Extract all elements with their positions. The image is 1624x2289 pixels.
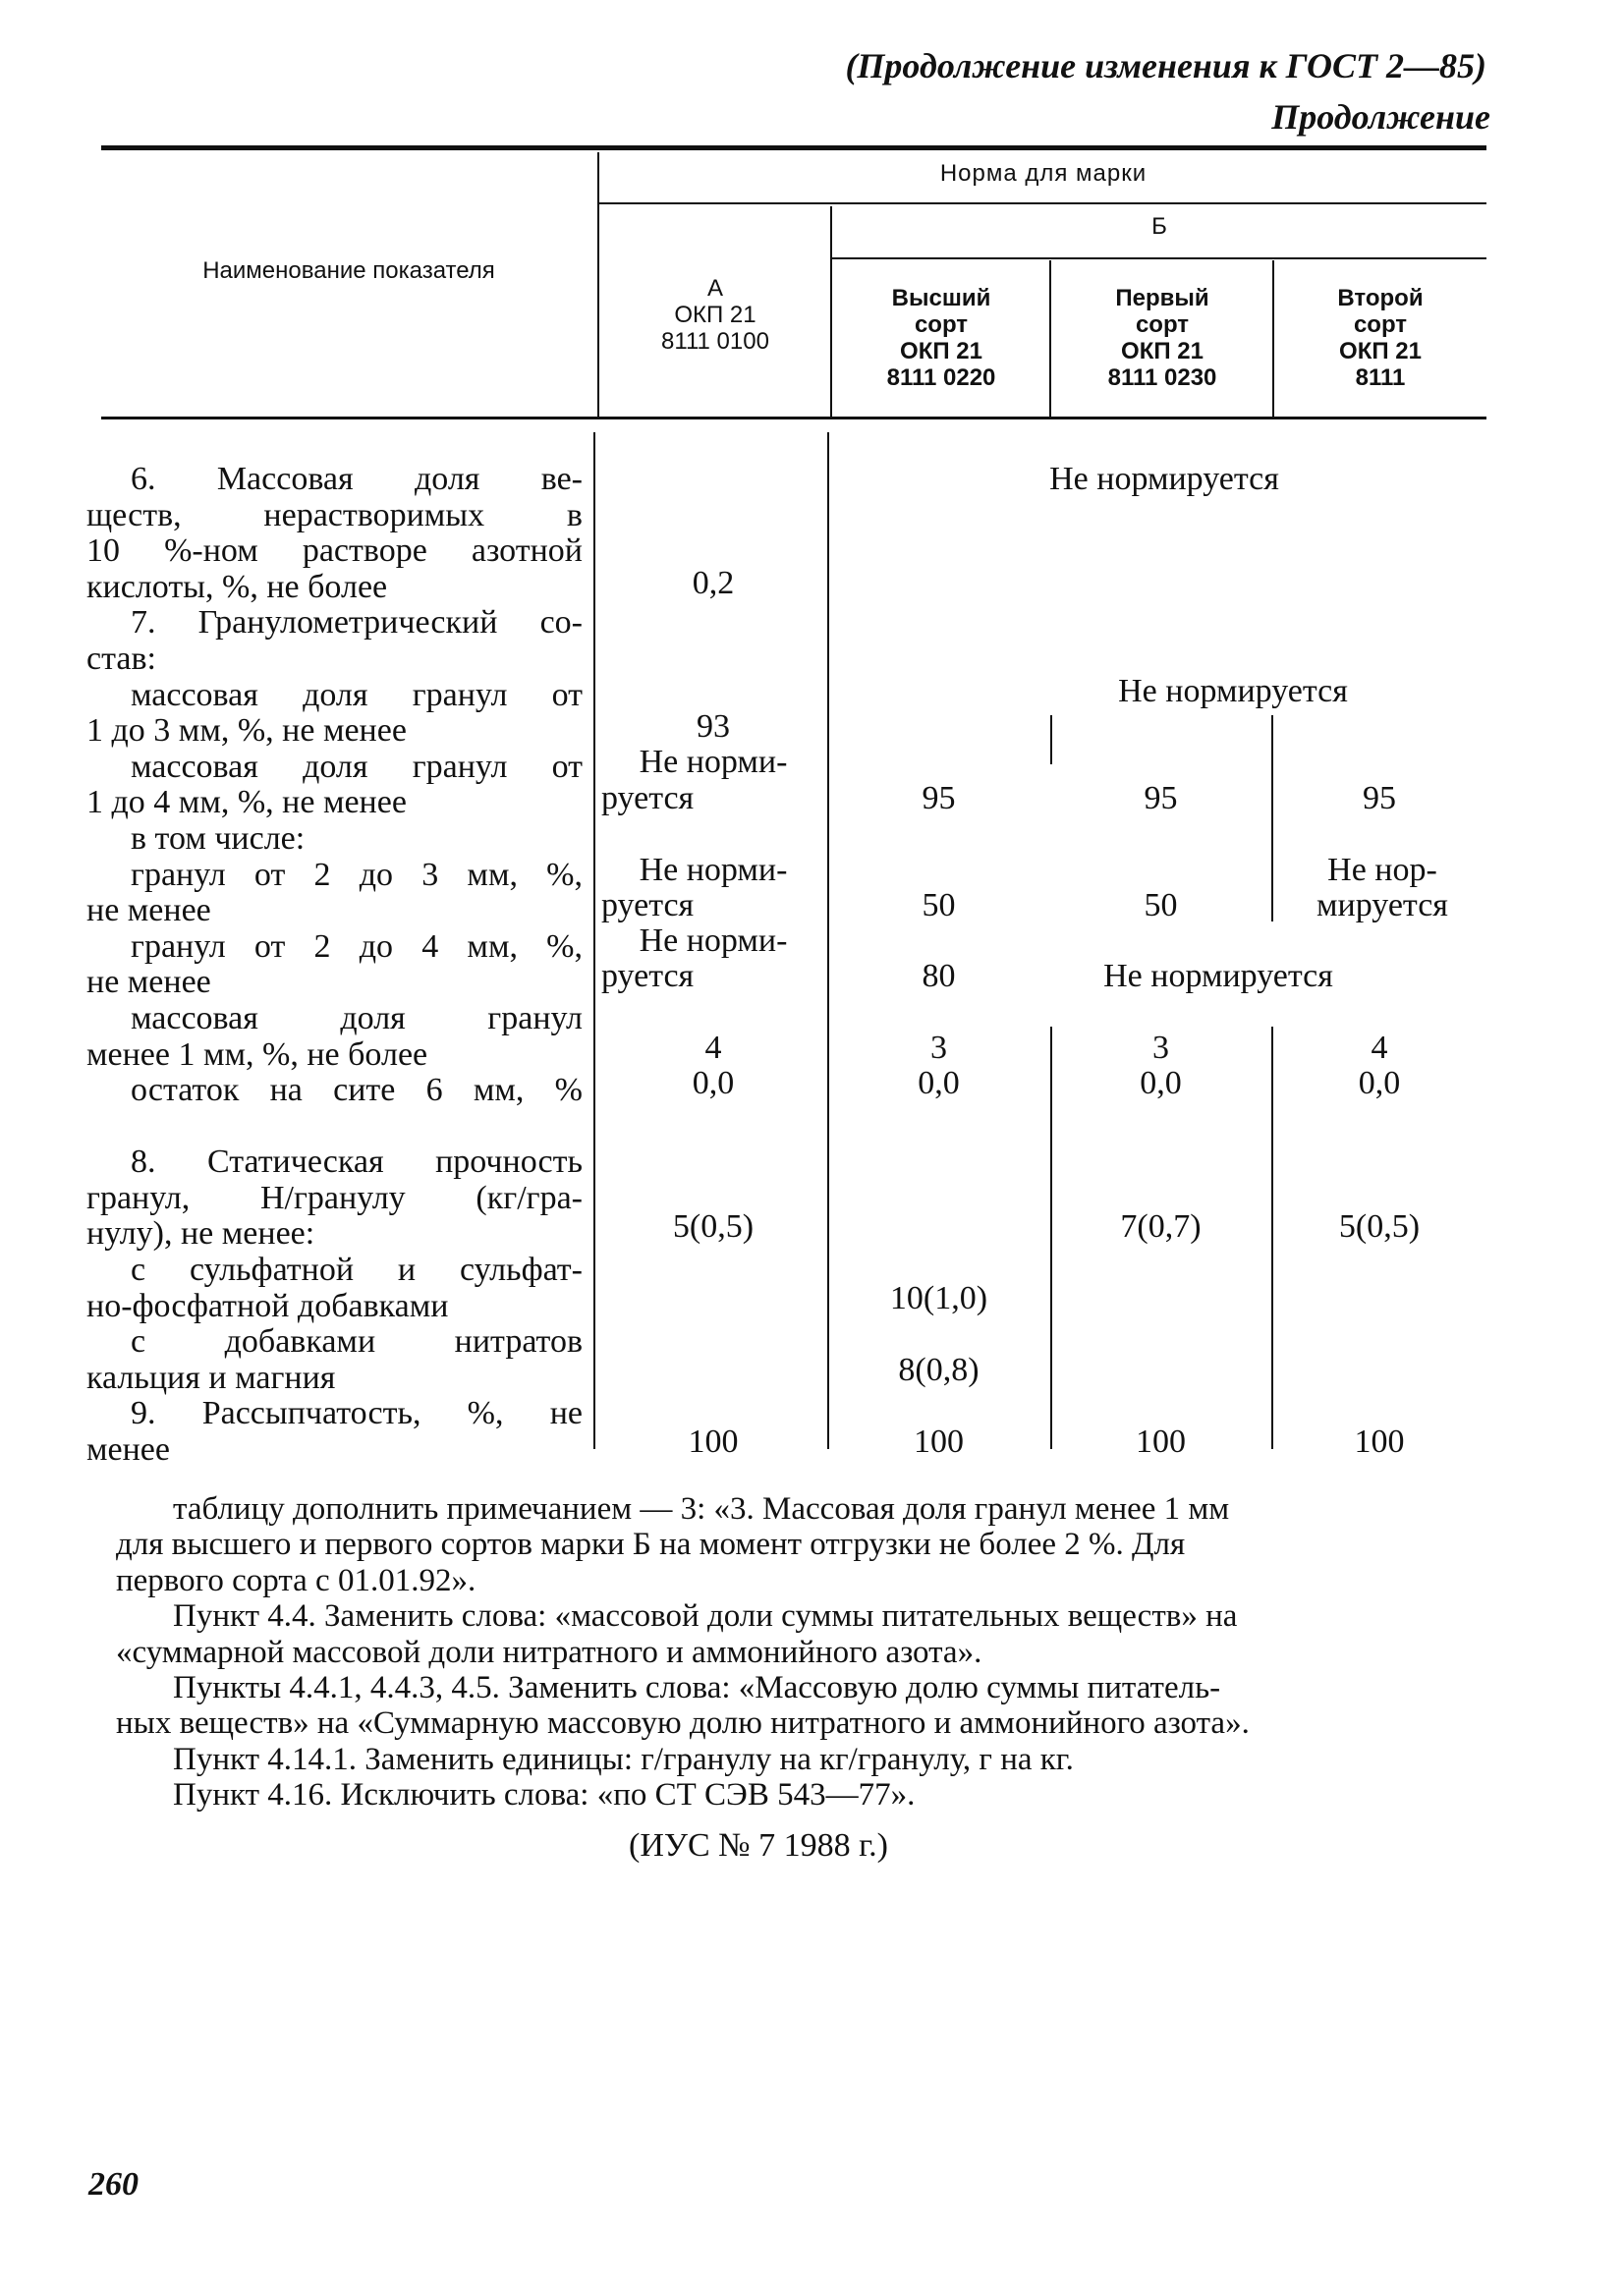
head-col-b1: Высший сорт ОКП 21 8111 0220 [886,285,996,391]
r8a-b1: 10(1,0) [889,1280,988,1316]
note-line: для высшего и первого сортов марки Б на момент отгрузки не более 2 %. Для [116,1527,1186,1563]
r7c-b2: 50 [1144,887,1178,923]
label-line: 8. Статическая прочность [131,1144,583,1181]
label-line: менее 1 мм, %, не более [86,1035,428,1073]
head-vrule-3 [1049,260,1051,418]
label-line: остаток на сите 6 мм, % [131,1072,583,1109]
r7e-b3: 4 [1371,1030,1388,1066]
table-top-rule [101,145,1486,150]
label-line: массовая доля гранул от [131,748,583,785]
r7f-a: 0,0 [692,1065,735,1101]
body-vrule-b2-1 [1050,715,1052,764]
continuation-title: (Продолжение изменения к ГОСТ 2—85) [845,46,1486,85]
r7b-b3: 95 [1363,780,1396,816]
label-line: 6. Массовая доля ве- [131,461,583,497]
r8-b3: 5(0,5) [1338,1208,1421,1245]
r7b-a-1: Не норми- [639,744,788,780]
head-norm: Норма для марки [939,160,1148,187]
page-number: 260 [88,2166,139,2203]
label-line [86,1109,583,1145]
table-continuation-label: Продолжение [1271,97,1490,137]
head-indicator: Наименование показателя [202,257,495,284]
note-line: ных веществ» на «Суммарную массовую долю нитратного и аммонийного азота». [116,1705,1250,1742]
r9-b2: 100 [1136,1424,1186,1460]
label-line: 7. Гранулометрический со- [131,604,583,642]
label-line: с добавками нитратов [131,1323,583,1361]
note-line: Пункт 4.16. Исключить слова: «по СТ СЭВ 543—77». [173,1777,916,1814]
label-line: гранул от 2 до 3 мм, %, [131,856,583,893]
label-line: кислоты, %, не более [86,568,388,605]
table-head-bottom-rule [101,417,1486,419]
head-hrule-b [832,257,1486,259]
head-col-b2: Первый сорт ОКП 21 8111 0230 [1107,285,1217,391]
head-col-b3: Второй сорт ОКП 21 8111 [1337,285,1424,391]
r7b-b1: 95 [922,780,956,816]
head-col-a: А ОКП 21 8111 0100 [661,275,769,355]
label-line: став: [86,640,156,677]
source-reference: (ИУС № 7 1988 г.) [629,1827,888,1864]
r7f-b3: 0,0 [1358,1065,1401,1101]
label-line: менее [86,1431,170,1469]
note-line: Пункт 4.4. Заменить слова: «массовой доли суммы питательных веществ» на [173,1598,1238,1635]
r7e-a: 4 [704,1030,722,1066]
r7c-b3-1: Не нор- [1327,852,1437,888]
label-line: гранул, Н/гранулу (кг/гра- [86,1179,583,1216]
r8b-b1: 8(0,8) [898,1352,980,1388]
amendment-notes [116,1491,1482,1814]
label-line: массовая доля гранул [131,999,583,1036]
label-line: 1 до 4 мм, %, не менее [86,784,407,821]
r9-a: 100 [688,1424,739,1460]
row-labels [86,462,583,1469]
r7c-b1: 50 [922,887,956,923]
r9-b1: 100 [914,1424,964,1460]
note-line: Пункты 4.4.1, 4.4.3, 4.5. Заменить слова: «Массовую долю суммы питатель- [173,1670,1221,1706]
label-line: в том числе: [131,819,306,857]
label-line: ществ, нерастворимых в [86,496,583,533]
label-line: с сульфатной и сульфат- [131,1252,583,1289]
label-line: 9. Рассыпчатость, %, не [131,1395,583,1432]
note-line: «суммарной массовой доли нитратного и аммонийного азота». [116,1634,982,1670]
label-line: но-фосфатной добавками [86,1287,449,1324]
r7f-b1: 0,0 [918,1065,960,1101]
r9-b3: 100 [1354,1424,1405,1460]
label-line: массовая доля гранул от [131,676,583,713]
note-line: таблицу дополнить примечанием — 3: «3. Массовая доля гранул менее 1 мм [173,1491,1230,1527]
label-line: гранул от 2 до 4 мм, %, [131,927,583,965]
note-line: Пункт 4.14.1. Заменить единицы: г/гранулу на кг/гранулу, г на кг. [173,1741,1074,1777]
r6-a: 0,2 [692,565,735,601]
label-line: кальция и магния [86,1359,336,1396]
head-hrule-norm [599,202,1486,204]
r7e-b1: 3 [930,1030,947,1066]
label-line: не менее [86,892,211,929]
r7d-a-1: Не норми- [639,922,788,959]
r7b-b2: 95 [1144,780,1178,816]
r7c-a-2: руется [601,887,695,923]
label-line: 10 %-ном растворе азотной [86,532,583,570]
body-vrule-a [593,432,595,1449]
r7a-a: 93 [697,708,730,745]
head-grade-b: Б [1151,213,1167,240]
label-line: нулу), не менее: [86,1215,315,1253]
r7d-b1: 80 [922,958,956,994]
r7b-a-2: руется [601,780,695,816]
r6-not-normed: Не нормируется [1049,461,1279,497]
r7d-not-normed: Не нормируется [1103,958,1333,994]
body-vrule-b3-1 [1271,715,1273,921]
r7a-not-normed: Не нормируется [1118,673,1348,709]
r7c-a-1: Не норми- [639,852,788,888]
note-line: первого сорта с 01.01.92». [116,1562,476,1598]
r8-b2: 7(0,7) [1120,1208,1202,1245]
r8-a: 5(0,5) [672,1208,755,1245]
r7c-b3-2: мируется [1316,887,1448,923]
label-line: не менее [86,964,211,1001]
label-line: 1 до 3 мм, %, не менее [86,712,407,750]
r7e-b2: 3 [1152,1030,1169,1066]
head-vrule-1 [597,152,599,418]
r7d-a-2: руется [601,958,695,994]
r7f-b2: 0,0 [1140,1065,1182,1101]
